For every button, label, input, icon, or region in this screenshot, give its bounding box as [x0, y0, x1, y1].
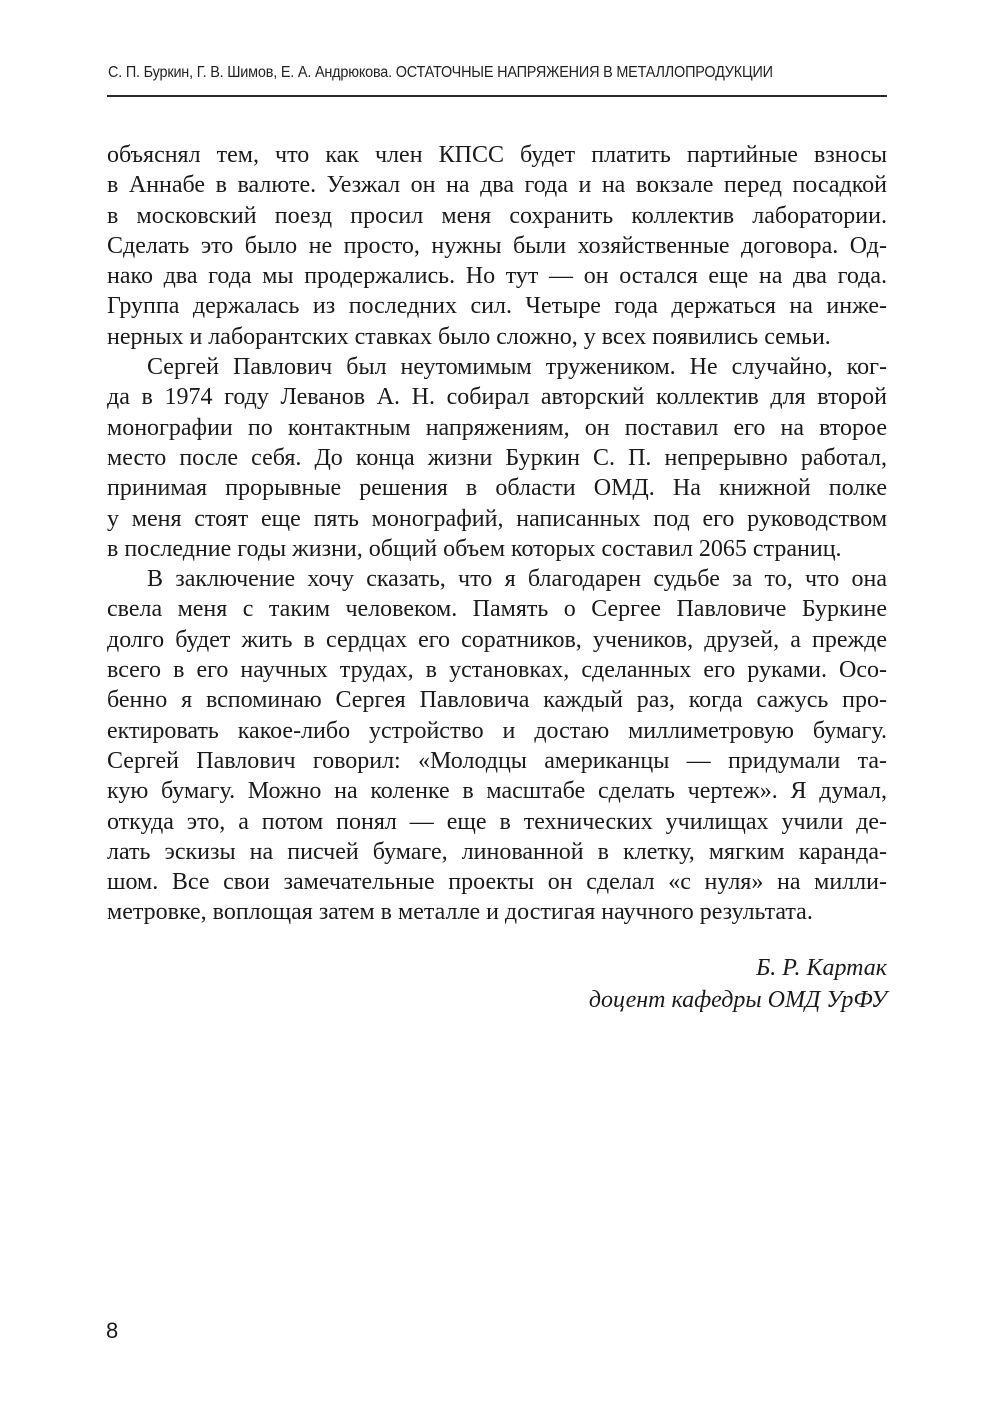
text-line: у меня стоят еще пять монографий, написанных под его руководством [107, 505, 887, 532]
text-line: нако два года мы продержались. Но тут — он остался еще на два года. [107, 263, 887, 290]
author-name: Б. Р. Картак [756, 955, 887, 981]
text-line: Сергей Павлович был неутомимым тружеником. Не случайно, ког- [147, 354, 887, 381]
text-line: свела меня с таким человеком. Память о Сергее Павловиче Буркине [107, 596, 887, 623]
text-line: монографии по контактным напряжениям, он поставил его на второе [107, 414, 887, 441]
text-line: кую бумагу. Можно на коленке в масштабе сделать чертеж». Я думал, [107, 778, 887, 805]
text-line: лать эскизы на писчей бумаге, линованной в клетку, мягким каранда- [107, 838, 887, 865]
header-rule [107, 95, 887, 97]
page-number: 8 [106, 1318, 119, 1343]
text-line: бенно я вспоминаю Сергея Павловича каждый раз, когда сажусь про- [107, 687, 887, 714]
text-line: Группа держалась из последних сил. Четыре года держаться на инже- [107, 293, 887, 320]
text-line: объяснял тем, что как член КПСС будет платить партийные взносы [107, 142, 887, 168]
text-line: Сделать это было не просто, нужны были хозяйственные договора. Од- [107, 232, 887, 259]
text-line: принимая прорывные решения в области ОМД. На книжной полке [107, 475, 887, 502]
author-position: доцент кафедры ОМД УрФУ [588, 987, 887, 1013]
text-line: в Аннабе в валюте. Уезжал он на два года и на вокзале перед посадкой [107, 172, 887, 199]
text-line: В заключение хочу сказать, что я благодарен судьбе за то, что она [147, 566, 887, 593]
text-line: шом. Все свои замечательные проекты он сделал «с нуля» на милли- [107, 869, 887, 896]
text-line: да в 1974 году Леванов А. Н. собирал авторский коллектив для второй [107, 384, 887, 411]
signature-block [589, 952, 887, 1016]
running-header: С. П. Буркин, Г. В. Шимов, Е. А. Андрюкова. ОСТАТОЧНЫЕ НАПРЯЖЕНИЯ В МЕТАЛЛОПРОДУКЦИИ [108, 64, 773, 81]
text-line: нерных и лаборантских ставках было сложно, у всех появились семьи. [107, 323, 831, 350]
text-line: долго будет жить в сердцах его соратников, учеников, друзей, а прежде [107, 626, 887, 653]
text-line: ектировать какое-либо устройство и достаю миллиметровую бумагу. [107, 717, 887, 744]
text-line: метровке, воплощая затем в металле и достигая научного результата. [107, 899, 813, 926]
text-line: место после себя. До конца жизни Буркин С. П. непрерывно работал, [107, 444, 887, 471]
body-text [107, 140, 887, 928]
text-line: в московский поезд просил меня сохранить коллектив лаборатории. [107, 202, 887, 229]
text-line: Сергей Павлович говорил: «Молодцы американцы — придумали та- [107, 747, 887, 774]
text-line: всего в его научных трудах, в установках, сделанных его руками. Осо- [107, 657, 887, 684]
text-line: откуда это, а потом понял — еще в технических училищах учили де- [107, 808, 887, 835]
text-line: в последние годы жизни, общий объем которых составил 2065 страниц. [107, 535, 842, 562]
